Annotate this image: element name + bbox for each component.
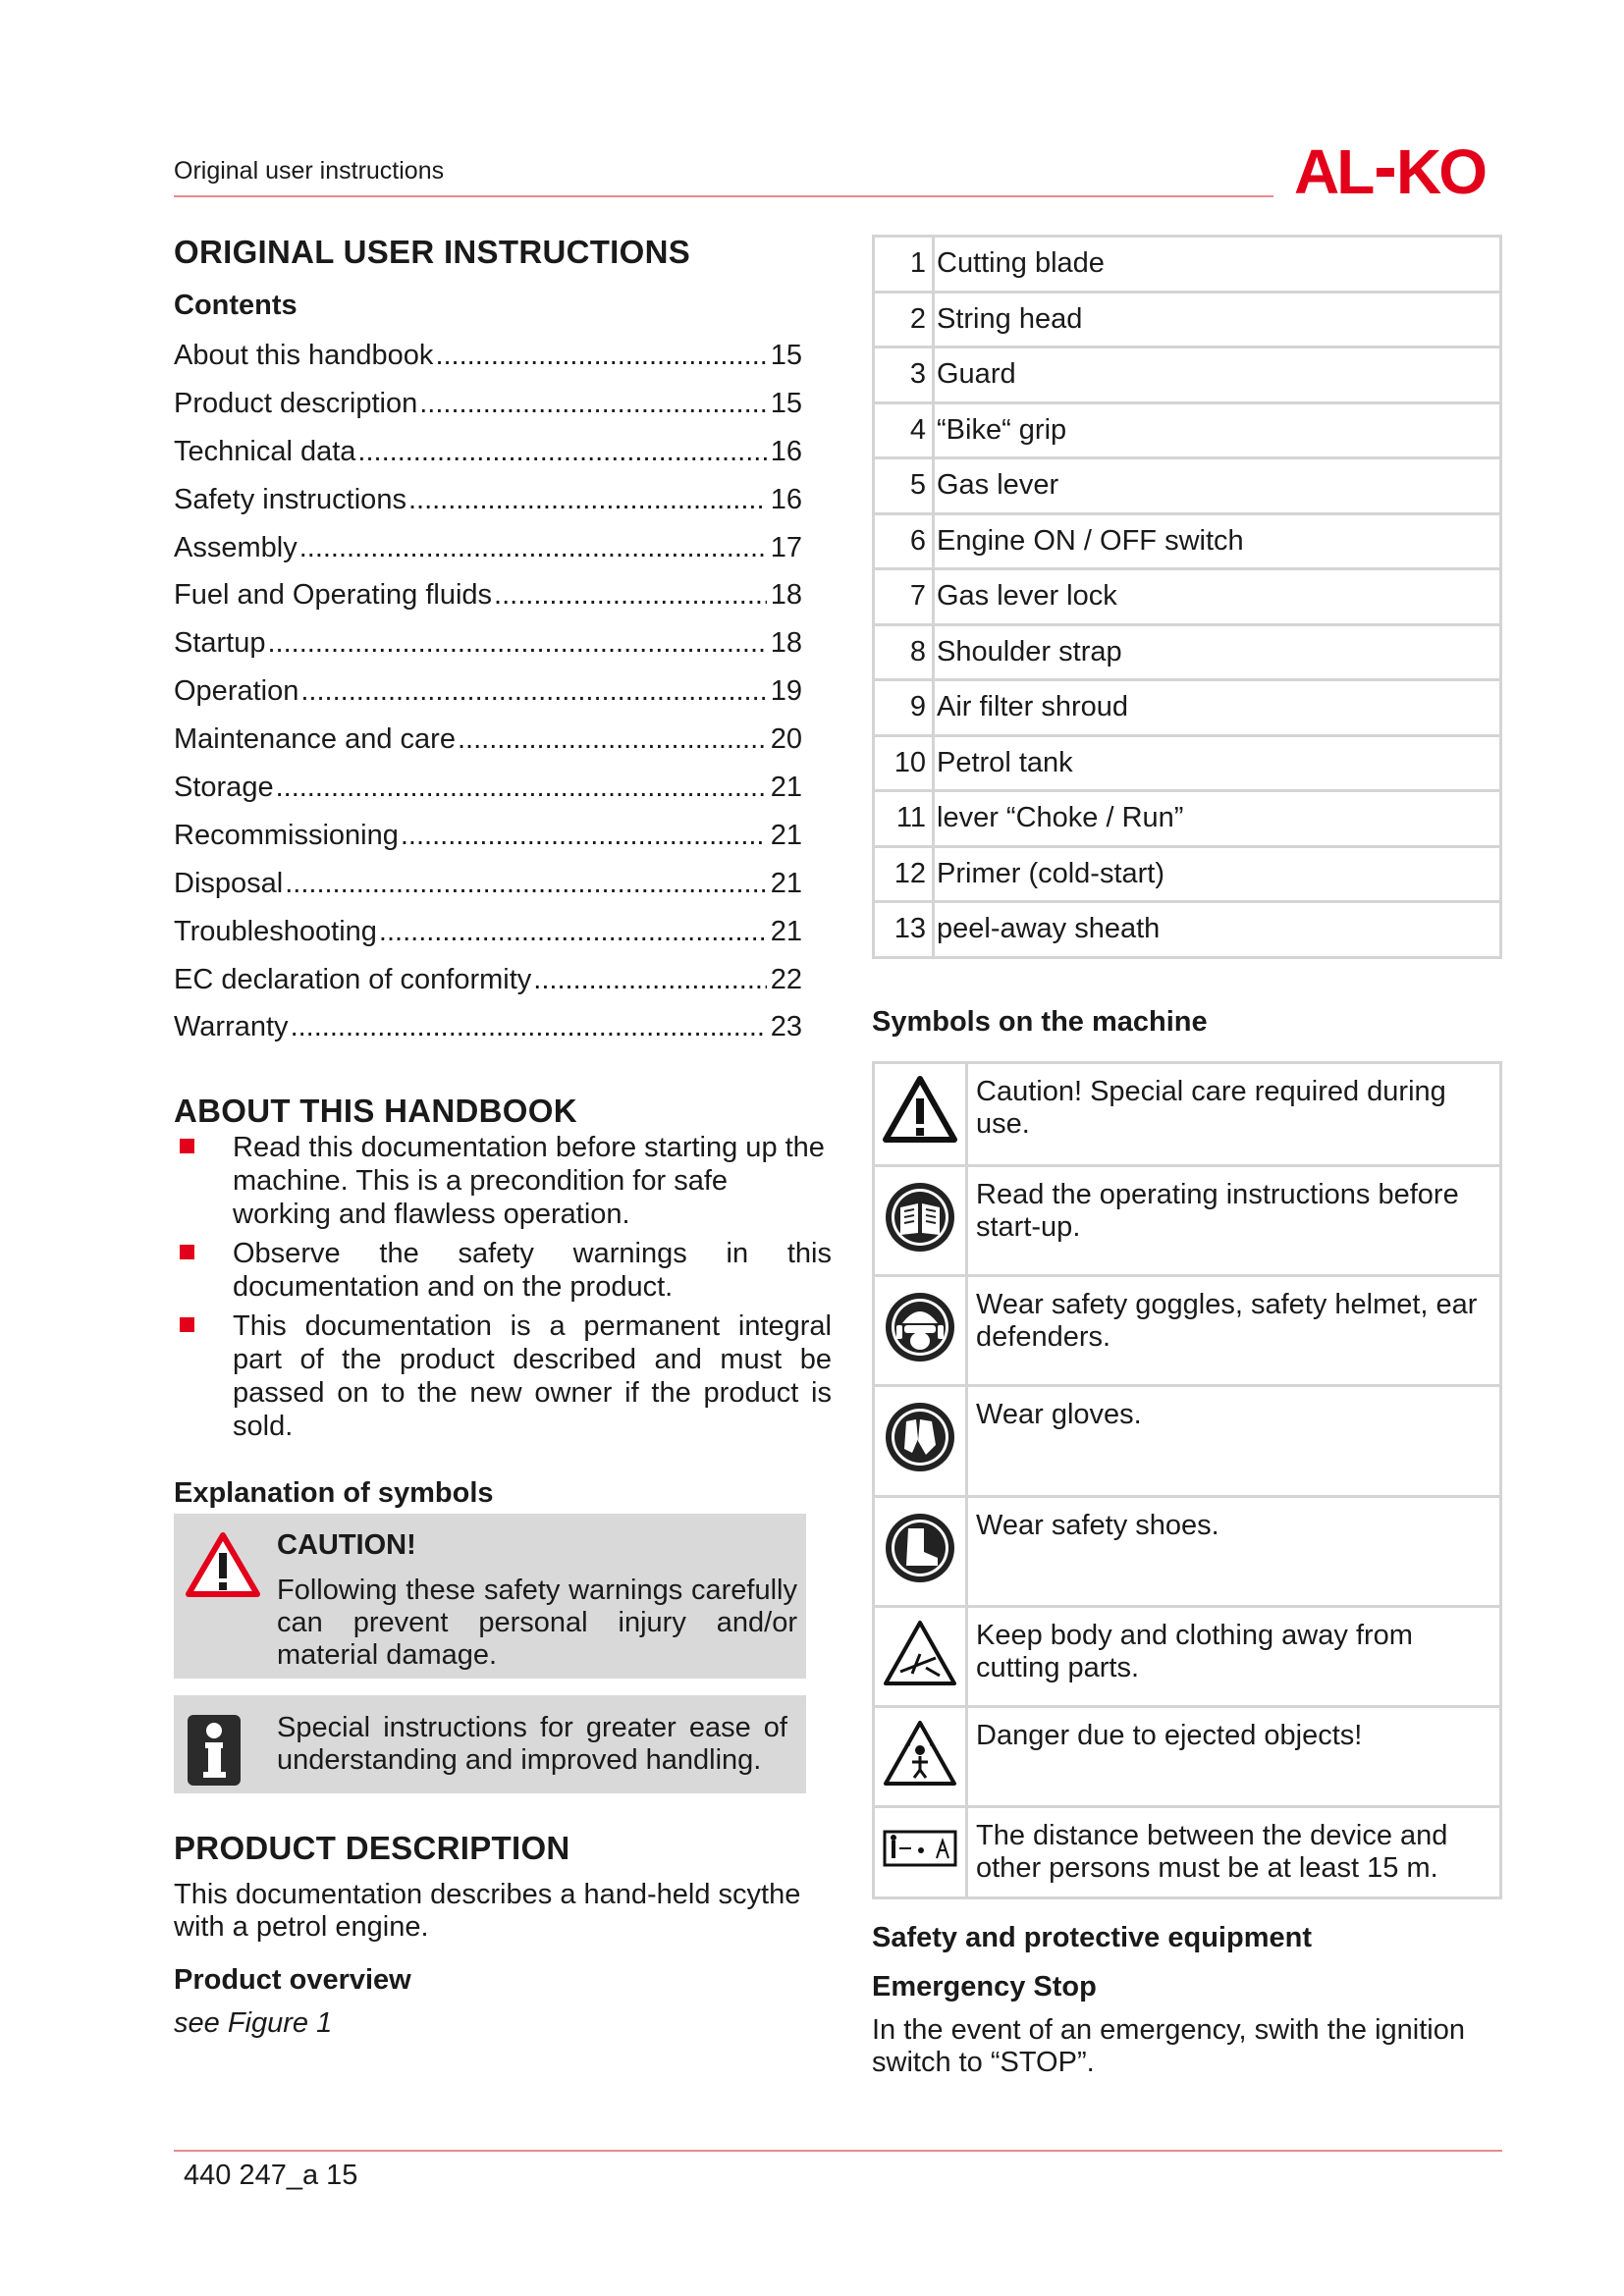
table-row <box>874 292 1501 347</box>
about-bullet-list <box>174 1131 832 1449</box>
toc-leader-dots <box>300 675 766 708</box>
toc-entry <box>174 476 802 524</box>
toc-entry-title: Startup <box>174 627 266 660</box>
part-name: Air filter shroud <box>934 680 1501 736</box>
table-row <box>874 237 1501 293</box>
warning-triangle-icon <box>874 1063 967 1166</box>
contents-heading: Contents <box>174 290 298 321</box>
table-row <box>874 1607 1501 1707</box>
gloves-icon <box>874 1386 967 1497</box>
toc-entry-page: 18 <box>770 579 802 612</box>
part-name: Gas lever <box>934 458 1501 514</box>
part-name: Guard <box>934 347 1501 403</box>
toc-entry <box>174 524 802 572</box>
toc-entry <box>174 1003 802 1051</box>
toc-entry-page: 21 <box>770 819 802 851</box>
table-row <box>874 458 1501 514</box>
table-row <box>874 1497 1501 1607</box>
symbol-description: Read the operating instructions before start-up. <box>967 1166 1501 1276</box>
table-row <box>874 846 1501 902</box>
table-of-contents <box>174 332 802 1051</box>
symbol-description: The distance between the device and other persons must be at least 15 m. <box>967 1807 1501 1898</box>
table-row <box>874 1166 1501 1276</box>
toc-entry-page: 19 <box>770 675 802 708</box>
part-name: String head <box>934 292 1501 347</box>
svg-text:AL: AL <box>1294 142 1373 199</box>
table-row <box>874 569 1501 625</box>
toc-entry <box>174 908 802 956</box>
part-number: 9 <box>874 680 934 736</box>
part-number: 6 <box>874 513 934 569</box>
toc-leader-dots <box>435 340 766 372</box>
part-number: 4 <box>874 402 934 458</box>
about-bullet: Observe the safety warnings in this documentation and on the product. <box>174 1237 832 1304</box>
symbols-explanation-heading: Explanation of symbols <box>174 1477 494 1509</box>
part-name: lever “Choke / Run” <box>934 791 1501 847</box>
table-row <box>874 1386 1501 1497</box>
toc-entry <box>174 956 802 1004</box>
part-number: 11 <box>874 791 934 847</box>
toc-entry <box>174 428 802 476</box>
toc-entry-title: Operation <box>174 675 299 708</box>
about-bullet: Read this documentation before starting up the machine. This is a precondition for safe working and flawless operation. <box>174 1131 832 1231</box>
part-number: 2 <box>874 292 934 347</box>
product-description-heading: PRODUCT DESCRIPTION <box>174 1830 570 1866</box>
part-name: Engine ON / OFF switch <box>934 513 1501 569</box>
part-number: 13 <box>874 902 934 958</box>
info-icon <box>188 1715 241 1786</box>
toc-leader-dots <box>276 772 767 804</box>
table-row <box>874 402 1501 458</box>
toc-entry <box>174 571 802 619</box>
footer-divider <box>174 2150 1502 2152</box>
machine-symbols-heading: Symbols on the machine <box>872 1006 1208 1038</box>
part-name: Petrol tank <box>934 735 1501 791</box>
info-text: Special instructions for greater ease of understanding and improved handling. <box>277 1712 787 1776</box>
caution-title: CAUTION! <box>277 1529 416 1561</box>
page-title: ORIGINAL USER INSTRUCTIONS <box>174 234 691 270</box>
red-square-bullet <box>180 1139 194 1153</box>
toc-leader-dots <box>494 579 767 612</box>
symbol-description: Caution! Special care required during use. <box>967 1063 1501 1166</box>
emergency-stop-heading: Emergency Stop <box>872 1971 1097 2002</box>
toc-entry-title: Assembly <box>174 531 298 563</box>
about-heading: ABOUT THIS HANDBOOK <box>174 1093 577 1129</box>
toc-entry-title: Product description <box>174 387 418 419</box>
part-name: Shoulder strap <box>934 624 1501 680</box>
parts-table <box>872 235 1502 959</box>
toc-entry-page: 22 <box>770 963 802 995</box>
part-number: 3 <box>874 347 934 403</box>
red-square-bullet <box>180 1245 194 1259</box>
part-number: 8 <box>874 624 934 680</box>
distance-15m-icon <box>874 1807 967 1898</box>
caution-triangle-icon <box>186 1531 260 1603</box>
toc-entry <box>174 716 802 764</box>
table-row <box>874 1063 1501 1166</box>
part-name: Gas lever lock <box>934 569 1501 625</box>
emergency-stop-text: In the event of an emergency, swith the ignition switch to “STOP”. <box>872 2014 1465 2078</box>
product-overview-heading: Product overview <box>174 1964 411 1996</box>
symbol-description: Wear safety shoes. <box>967 1497 1501 1607</box>
toc-entry-title: EC declaration of conformity <box>174 963 532 995</box>
part-name: peel-away sheath <box>934 902 1501 958</box>
symbol-description: Wear safety goggles, safety helmet, ear defenders. <box>967 1276 1501 1386</box>
toc-entry-page: 16 <box>770 435 802 467</box>
caution-box <box>174 1514 806 1679</box>
table-row <box>874 347 1501 403</box>
toc-entry <box>174 764 802 812</box>
caution-text: Following these safety warnings carefully can prevent personal injury and/or material damage. <box>277 1575 797 1671</box>
toc-leader-dots <box>408 484 767 516</box>
toc-entry <box>174 667 802 716</box>
part-number: 7 <box>874 569 934 625</box>
toc-leader-dots <box>357 436 766 468</box>
symbol-description: Danger due to ejected objects! <box>967 1707 1501 1807</box>
toc-entry-title: Technical data <box>174 435 356 467</box>
toc-entry <box>174 812 802 860</box>
toc-entry-title: Recommissioning <box>174 819 399 851</box>
table-row <box>874 680 1501 736</box>
toc-entry-title: Maintenance and care <box>174 723 456 756</box>
table-row <box>874 1276 1501 1386</box>
toc-entry-title: Storage <box>174 771 274 803</box>
symbol-description: Wear gloves. <box>967 1386 1501 1497</box>
toc-entry-page: 20 <box>770 723 802 756</box>
toc-leader-dots <box>268 627 767 660</box>
alko-logo <box>1294 142 1504 204</box>
protective-gear-icon <box>874 1276 967 1386</box>
product-description-text: This documentation describes a hand-held scythe with a petrol engine. <box>174 1879 801 1943</box>
toc-leader-dots <box>379 916 767 948</box>
part-number: 12 <box>874 846 934 902</box>
svg-text:KO: KO <box>1396 142 1485 199</box>
toc-leader-dots <box>419 388 766 420</box>
header-text: Original user instructions <box>174 157 445 185</box>
toc-entry-page: 17 <box>770 531 802 563</box>
toc-entry-title: Safety instructions <box>174 483 406 515</box>
toc-entry-page: 15 <box>770 387 802 419</box>
toc-entry <box>174 619 802 667</box>
part-name: Cutting blade <box>934 237 1501 293</box>
safety-shoes-icon <box>874 1497 967 1607</box>
toc-entry-page: 15 <box>770 339 802 371</box>
part-number: 1 <box>874 237 934 293</box>
toc-entry-page: 16 <box>770 483 802 515</box>
ejected-objects-warning-icon <box>874 1707 967 1807</box>
table-row <box>874 624 1501 680</box>
toc-entry <box>174 380 802 428</box>
header-divider <box>174 195 1273 197</box>
toc-entry-title: Disposal <box>174 867 284 899</box>
machine-symbols-table <box>872 1061 1502 1899</box>
toc-entry-page: 23 <box>770 1011 802 1043</box>
part-name: “Bike“ grip <box>934 402 1501 458</box>
table-row <box>874 791 1501 847</box>
part-number: 5 <box>874 458 934 514</box>
toc-entry-title: Troubleshooting <box>174 915 377 947</box>
footer-page-number: 440 247_a 15 <box>184 2160 358 2191</box>
toc-entry-title: Warranty <box>174 1011 289 1043</box>
toc-leader-dots <box>401 820 767 852</box>
toc-leader-dots <box>533 964 766 996</box>
toc-leader-dots <box>291 1011 767 1043</box>
toc-entry-page: 18 <box>770 627 802 660</box>
toc-leader-dots <box>299 532 767 564</box>
safety-equipment-heading: Safety and protective equipment <box>872 1922 1312 1953</box>
table-row <box>874 1707 1501 1807</box>
red-square-bullet <box>180 1317 194 1332</box>
toc-entry-title: About this handbook <box>174 339 434 371</box>
table-row <box>874 1807 1501 1898</box>
about-bullet: This documentation is a permanent integral part of the product described and must be passed on to the new owner if the product is sold. <box>174 1309 832 1443</box>
toc-entry-title: Fuel and Operating fluids <box>174 579 493 612</box>
manual-book-icon <box>874 1166 967 1276</box>
table-row <box>874 902 1501 958</box>
table-row <box>874 735 1501 791</box>
toc-entry <box>174 860 802 908</box>
info-box <box>174 1695 806 1793</box>
toc-entry <box>174 332 802 380</box>
toc-entry-page: 21 <box>770 867 802 899</box>
toc-leader-dots <box>285 868 767 900</box>
toc-entry-page: 21 <box>770 915 802 947</box>
symbol-description: Keep body and clothing away from cutting parts. <box>967 1607 1501 1707</box>
figure-reference: see Figure 1 <box>174 2007 333 2039</box>
part-number: 10 <box>874 735 934 791</box>
toc-leader-dots <box>458 723 767 756</box>
table-row <box>874 513 1501 569</box>
cutting-parts-warning-icon <box>874 1607 967 1707</box>
part-name: Primer (cold-start) <box>934 846 1501 902</box>
toc-entry-page: 21 <box>770 771 802 803</box>
